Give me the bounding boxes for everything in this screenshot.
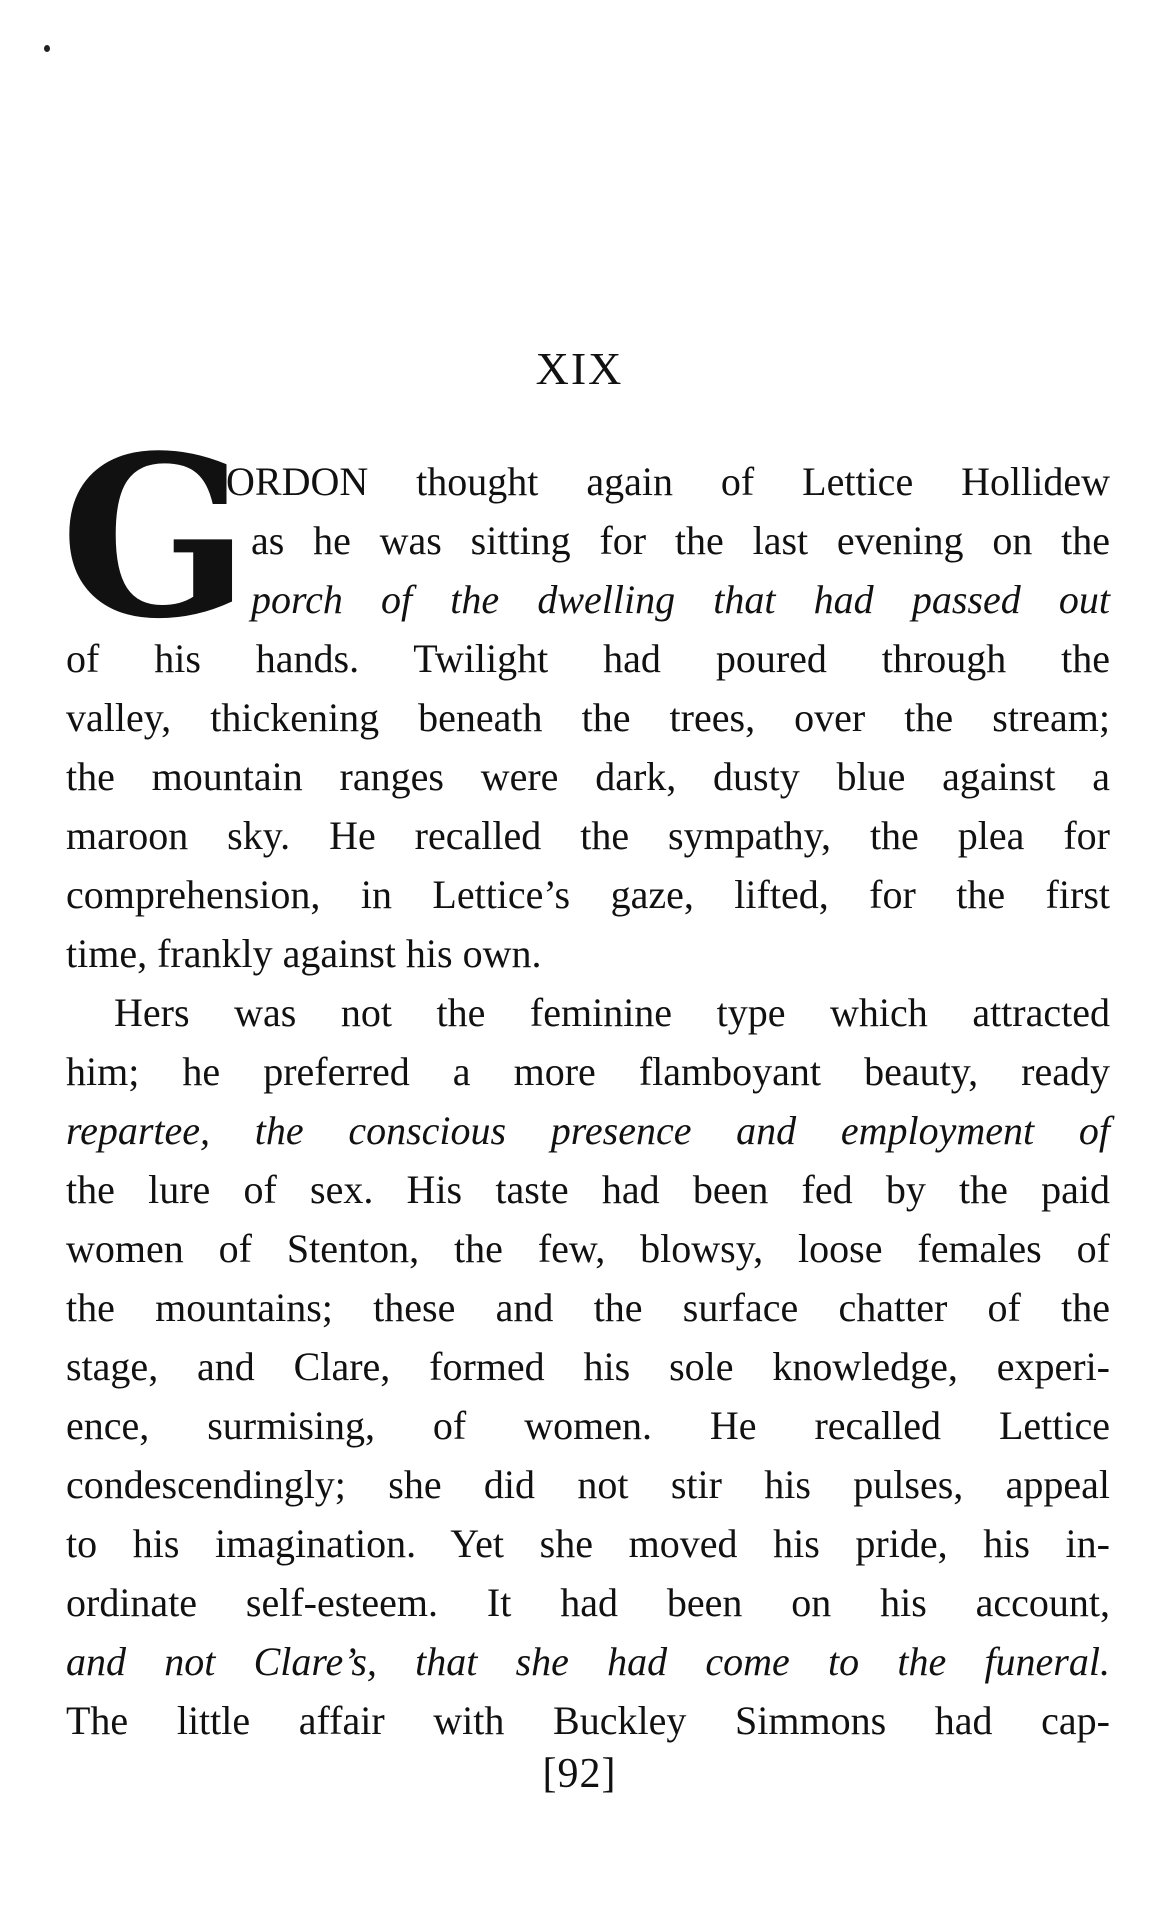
ink-speck bbox=[44, 45, 50, 52]
text-line: Hers was not the feminine type which attracted bbox=[114, 990, 1110, 1035]
page-number: [92] bbox=[542, 1751, 617, 1797]
text-line: ORDON thought again of Lettice Hollidew bbox=[226, 459, 1110, 504]
text-line: maroon sky. He recalled the sympathy, the plea for bbox=[66, 813, 1110, 858]
text-line: repartee, the conscious presence and employment of bbox=[66, 1108, 1110, 1153]
text-line: the mountains; these and the surface chatter of the bbox=[66, 1285, 1110, 1330]
text-line: the mountain ranges were dark, dusty blue against a bbox=[66, 754, 1110, 799]
text-line: stage, and Clare, formed his sole knowledge, experi- bbox=[66, 1344, 1110, 1389]
text-line: the lure of sex. His taste had been fed by the paid bbox=[66, 1167, 1110, 1212]
text-line: to his imagination. Yet she moved his pride, his in- bbox=[66, 1521, 1110, 1566]
text-line: The little affair with Buckley Simmons had cap- bbox=[66, 1698, 1110, 1743]
text-line: him; he preferred a more flamboyant beauty, ready bbox=[66, 1049, 1110, 1094]
text-line: ence, surmising, of women. He recalled Lettice bbox=[66, 1403, 1110, 1448]
chapter-heading: XIX bbox=[535, 343, 624, 394]
text-line: comprehension, in Lettice’s gaze, lifted, for the first bbox=[66, 872, 1110, 917]
drop-cap-letter: G bbox=[60, 408, 250, 668]
text-line: condescendingly; she did not stir his pulses, appeal bbox=[66, 1462, 1110, 1507]
text-line: as he was sitting for the last evening on the bbox=[251, 518, 1110, 563]
text-line: of his hands. Twilight had poured through the bbox=[66, 636, 1110, 681]
text-line: valley, thickening beneath the trees, over the stream; bbox=[66, 695, 1110, 740]
text-line: ordinate self-esteem. It had been on his account, bbox=[66, 1580, 1110, 1625]
text-line: porch of the dwelling that had passed out bbox=[251, 577, 1110, 622]
text-line: and not Clare’s, that she had come to the funeral. bbox=[66, 1639, 1110, 1684]
text-line: women of Stenton, the few, blowsy, loose females of bbox=[66, 1226, 1110, 1271]
body-text bbox=[66, 452, 1110, 1750]
text-line: time, frankly against his own. bbox=[66, 931, 542, 976]
